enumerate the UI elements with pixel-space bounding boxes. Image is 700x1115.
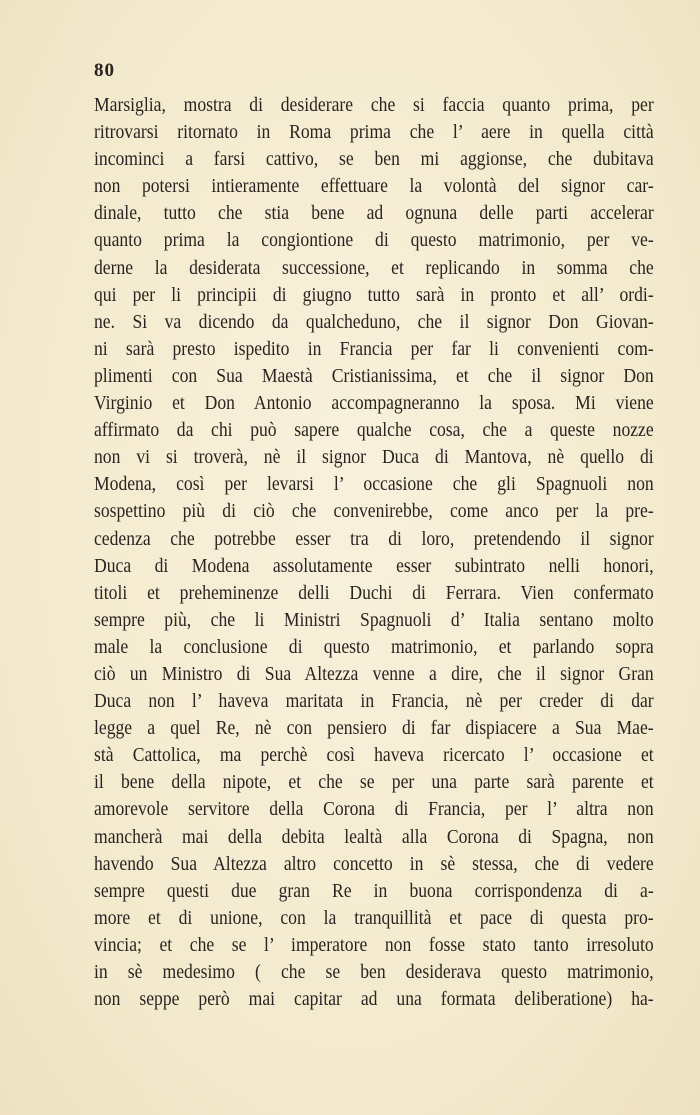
text-line: plimenti con Sua Maestà Cristianissima, et che il signor Don	[94, 364, 654, 387]
text-line: affirmato da chi può sapere qualche cosa, che a queste nozze	[94, 419, 654, 442]
text-line: dinale, tutto che stia bene ad ognuna delle parti accelerar	[94, 202, 654, 225]
text-line: titoli et preheminenze delli Duchi di Ferrara. Vien confermato	[94, 581, 654, 604]
text-line: Marsiglia, mostra di desiderare che si faccia quanto prima, per	[94, 94, 654, 116]
text-line: in sè medesimo ( che se ben desiderava questo matrimonio,	[94, 961, 654, 983]
text-line: non seppe però mai capitar ad una formata deliberatione) ha-	[94, 988, 654, 1011]
text-line: derne la desiderata successione, et replicando in somma che	[94, 256, 654, 279]
page-number: 80	[94, 60, 115, 81]
text-line: Duca non l’ haveva maritata in Francia, nè per creder di dar	[94, 690, 654, 713]
text-line: havendo Sua Altezza altro concetto in sè stessa, che di vedere	[94, 852, 654, 875]
text-line: incominci a farsi cattivo, se ben mi aggionse, che dubitava	[94, 148, 654, 171]
text-line: Duca di Modena assolutamente esser subintrato nelli honori,	[94, 554, 654, 577]
text-line: Virginio et Don Antonio accompagneranno la sposa. Mi viene	[94, 392, 654, 415]
text-line: sempre più, che li Ministri Spagnuoli d’ Italia sentano molto	[94, 608, 654, 631]
text-line: legge a quel Re, nè con pensiero di far dispiacere a Sua Mae-	[94, 717, 654, 740]
text-line: sospettino più di ciò che convenirebbe, come anco per la pre-	[94, 500, 654, 523]
text-line: quanto prima la congiontione di questo matrimonio, per ve-	[94, 229, 654, 252]
text-line: Modena, così per levarsi l’ occasione che gli Spagnuoli non	[94, 473, 654, 496]
text-line: amorevole servitore della Corona di Francia, per l’ altra non	[94, 798, 654, 821]
text-line: mancherà mai della debita lealtà alla Corona di Spagna, non	[94, 825, 654, 848]
text-line: vincia; et che se l’ imperatore non fosse stato tanto irresoluto	[94, 933, 654, 956]
text-line: qui per li principii di giugno tutto sarà in pronto et all’ ordi-	[94, 283, 654, 306]
text-line: sempre questi due gran Re in buona corrispondenza di a-	[94, 879, 654, 902]
text-line: ritrovarsi ritornato in Roma prima che l’ aere in quella città	[94, 121, 654, 144]
text-line: non potersi intieramente effettuare la volontà del signor car-	[94, 175, 654, 198]
text-line: ni sarà presto ispedito in Francia per far li convenienti com-	[94, 337, 654, 360]
body-text	[94, 92, 654, 1013]
text-line: non vi si troverà, nè il signor Duca di Mantova, nè quello di	[94, 446, 654, 469]
text-line: ne. Si va dicendo da qualcheduno, che il signor Don Giovan-	[94, 310, 654, 333]
text-line: il bene della nipote, et che se per una parte sarà parente et	[94, 771, 654, 794]
text-line: ciò un Ministro di Sua Altezza venne a dire, che il signor Gran	[94, 662, 654, 685]
text-line: stà Cattolica, ma perchè così haveva ricercato l’ occasione et	[94, 744, 654, 767]
text-line: cedenza che potrebbe esser tra di loro, pretendendo il signor	[94, 527, 654, 550]
text-line: male la conclusione di questo matrimonio, et parlando sopra	[94, 635, 654, 658]
text-line: more et di unione, con la tranquillità et pace di questa pro-	[94, 906, 654, 929]
